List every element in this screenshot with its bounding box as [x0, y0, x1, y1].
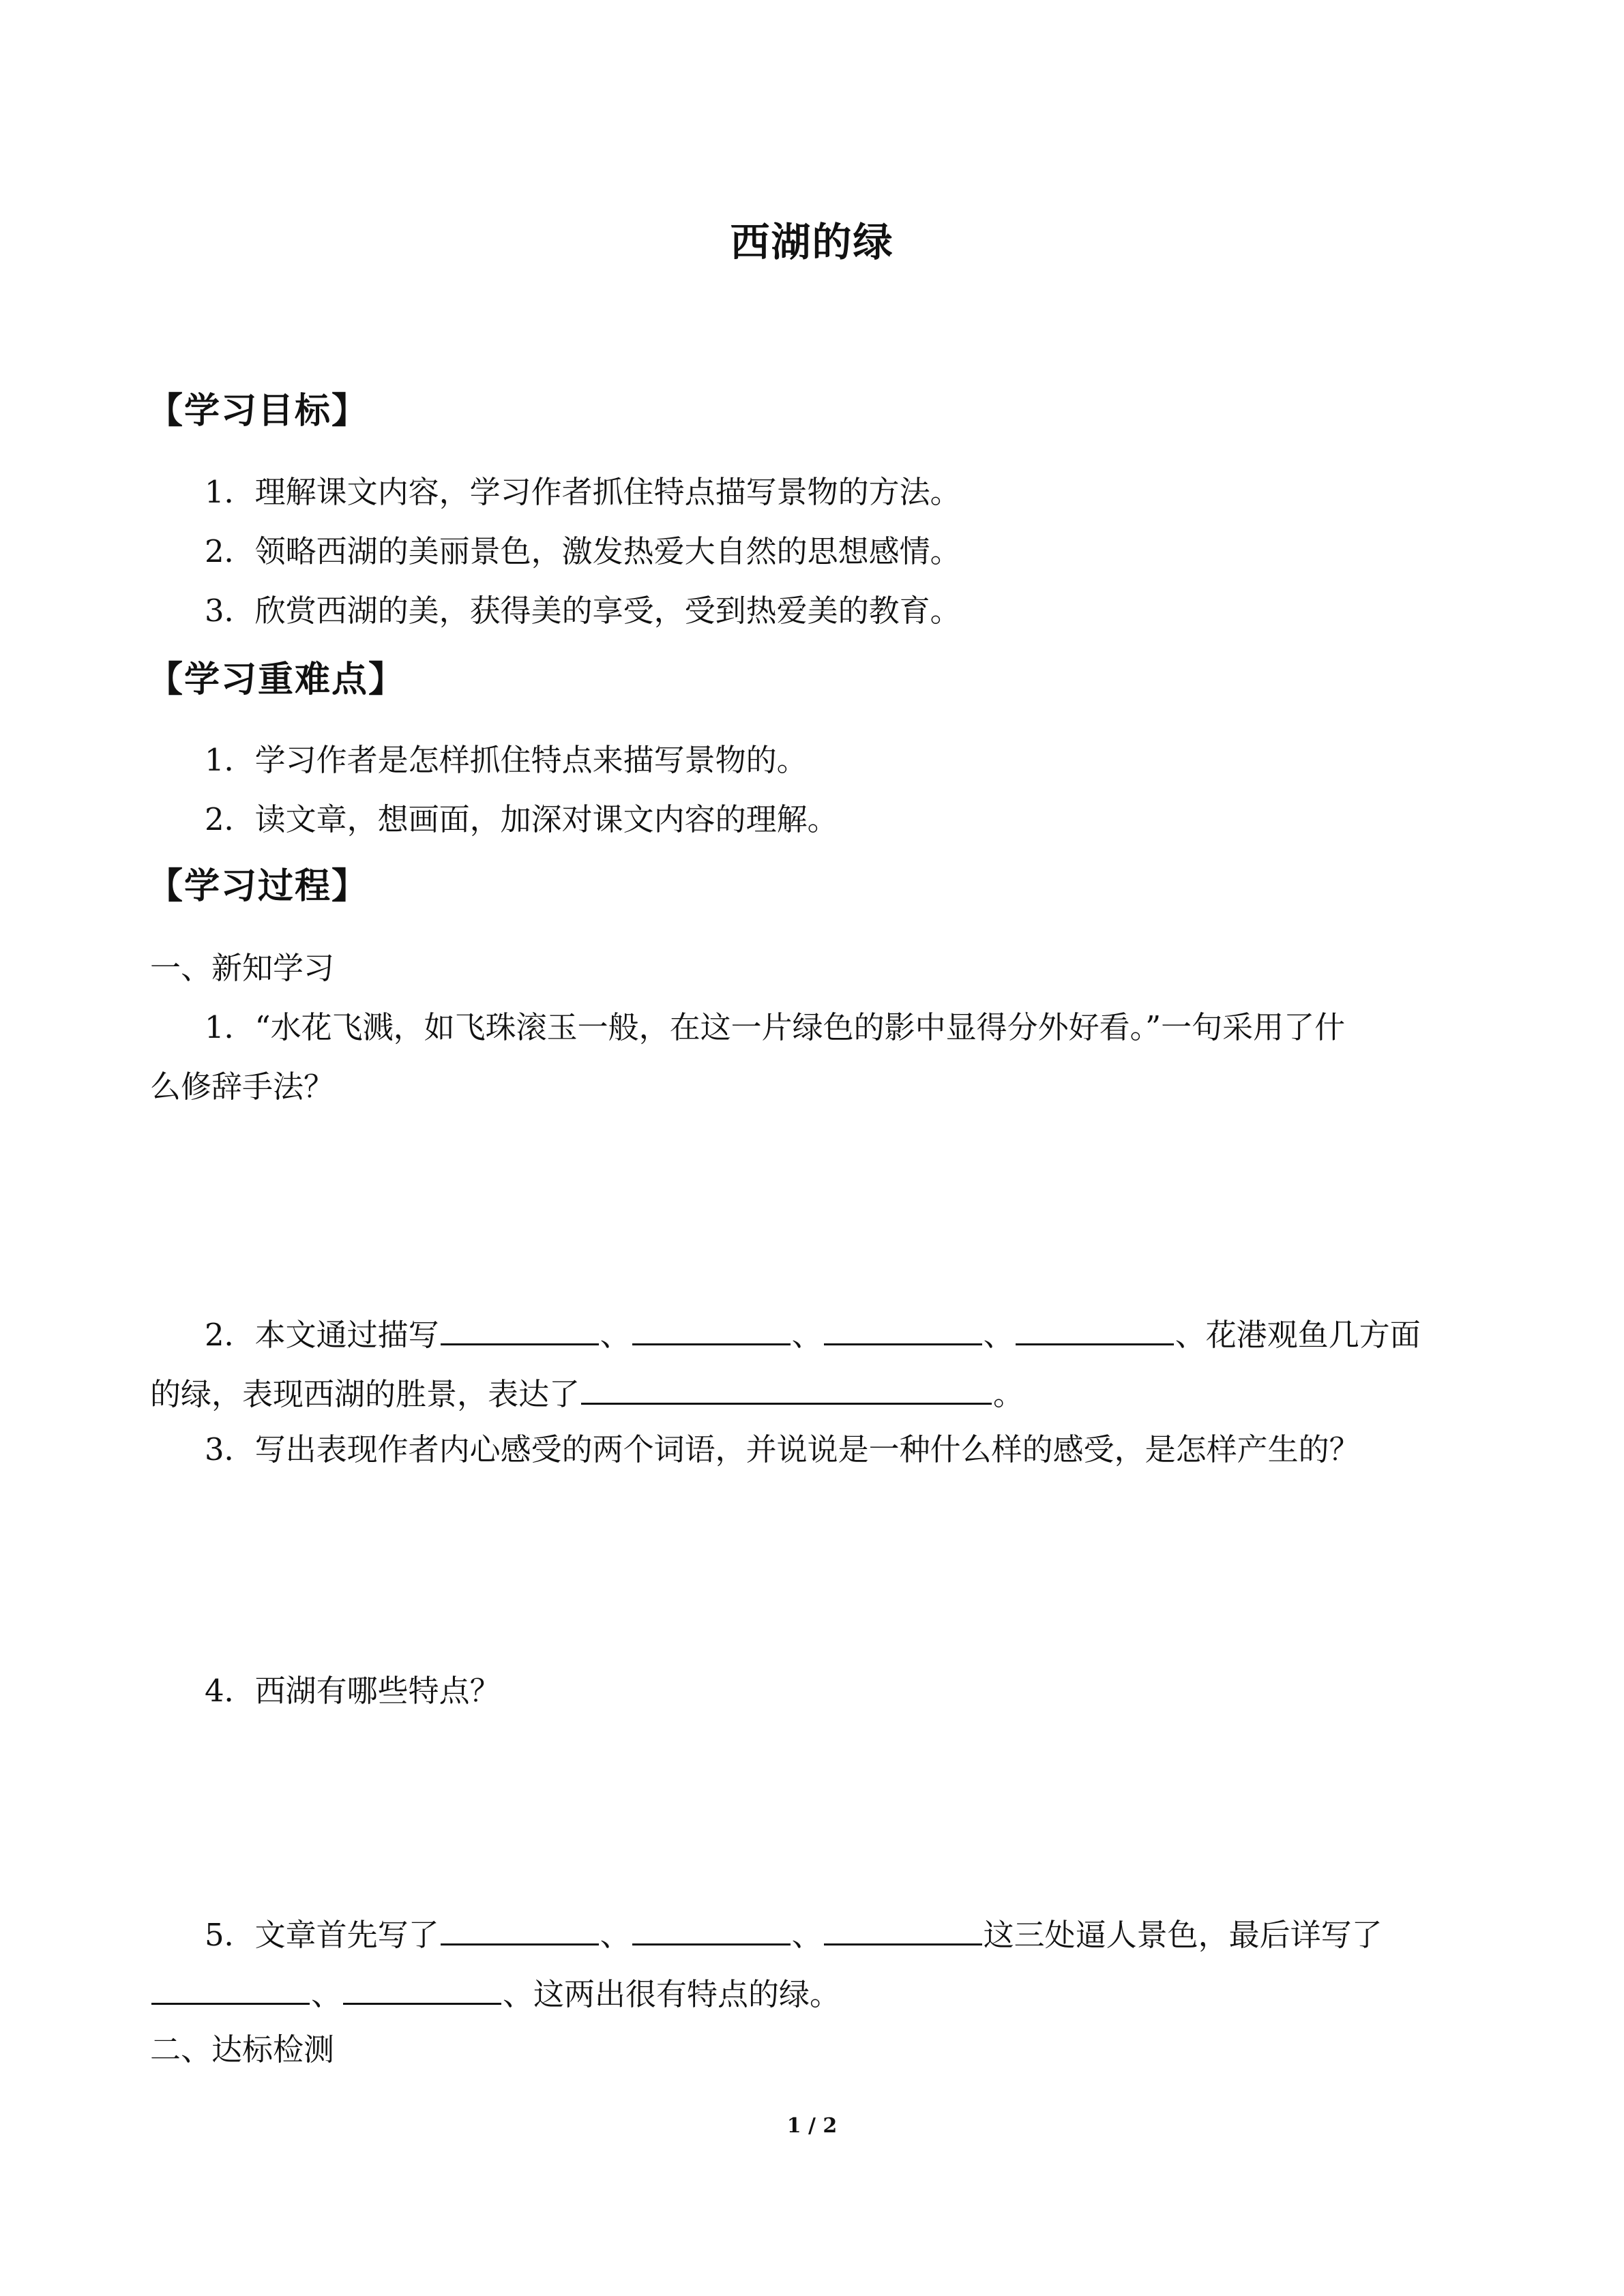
answer-blank[interactable] — [632, 1309, 791, 1345]
separator: 、 — [791, 1317, 823, 1353]
question-2-suffix: 、花港观鱼几方面 — [1175, 1317, 1421, 1353]
separator: 、 — [983, 1317, 1014, 1353]
question-1-line-2: 么修辞手法？ — [150, 1069, 335, 1105]
answer-blank[interactable] — [824, 1909, 982, 1945]
section-2-title: 二、达标检测 — [150, 2031, 335, 2068]
question-5-line-2-suffix: 、这两出很有特点的绿。 — [503, 1976, 841, 2012]
separator: 、 — [600, 1917, 631, 1953]
answer-blank[interactable] — [581, 1369, 992, 1405]
answer-blank[interactable] — [1016, 1309, 1174, 1345]
objective-item-1: 1．理解课文内容，学习作者抓住特点描写景物的方法。 — [205, 474, 961, 510]
key-point-item-2: 2．读文章，想画面，加深对课文内容的理解。 — [205, 801, 838, 837]
answer-blank[interactable] — [441, 1909, 599, 1945]
question-5-suffix: 这三处逼人景色，最后详写了 — [983, 1917, 1383, 1953]
question-5-line-1 — [205, 1909, 1383, 1957]
key-point-item-1: 1．学习作者是怎样抓住特点来描写景物的。 — [205, 742, 808, 778]
question-5-line-2 — [150, 1969, 840, 2016]
question-2-line-2-prefix: 的绿，表现西湖的胜景，表达了 — [150, 1376, 580, 1412]
question-4: 4．西湖有哪些特点？ — [205, 1673, 501, 1709]
page-title: 西湖的绿 — [730, 219, 894, 265]
question-2-line-2 — [150, 1369, 1024, 1416]
objective-item-3: 3．欣赏西湖的美，获得美的享受，受到热爱美的教育。 — [205, 593, 961, 629]
answer-blank[interactable] — [343, 1969, 501, 2005]
answer-blank[interactable] — [441, 1309, 599, 1345]
separator: 、 — [311, 1976, 342, 2012]
page-number: 1 / 2 — [786, 2114, 838, 2138]
answer-blank[interactable] — [632, 1909, 791, 1945]
question-2-line-1 — [205, 1309, 1421, 1357]
question-2-line-2-suffix: 。 — [993, 1376, 1024, 1412]
answer-blank[interactable] — [824, 1309, 982, 1345]
question-2-prefix: 2．本文通过描写 — [205, 1317, 439, 1353]
process-heading: 【学习过程】 — [147, 866, 369, 907]
question-5-prefix: 5．文章首先写了 — [205, 1917, 439, 1953]
question-3: 3．写出表现作者内心感受的两个词语，并说说是一种什么样的感受，是怎样产生的？ — [205, 1431, 1360, 1467]
answer-blank[interactable] — [151, 1969, 310, 2005]
key-points-heading: 【学习重难点】 — [147, 659, 406, 700]
objective-item-2: 2．领略西湖的美丽景色，激发热爱大自然的思想感情。 — [205, 533, 961, 569]
separator: 、 — [600, 1317, 631, 1353]
section-1-title: 一、新知学习 — [150, 950, 335, 986]
separator: 、 — [791, 1917, 823, 1953]
question-1-line-1: 1．“水花飞溅，如飞珠滚玉一般，在这一片绿色的影中显得分外好看。”一句采用了什 — [205, 1009, 1346, 1045]
objectives-heading: 【学习目标】 — [147, 391, 369, 432]
